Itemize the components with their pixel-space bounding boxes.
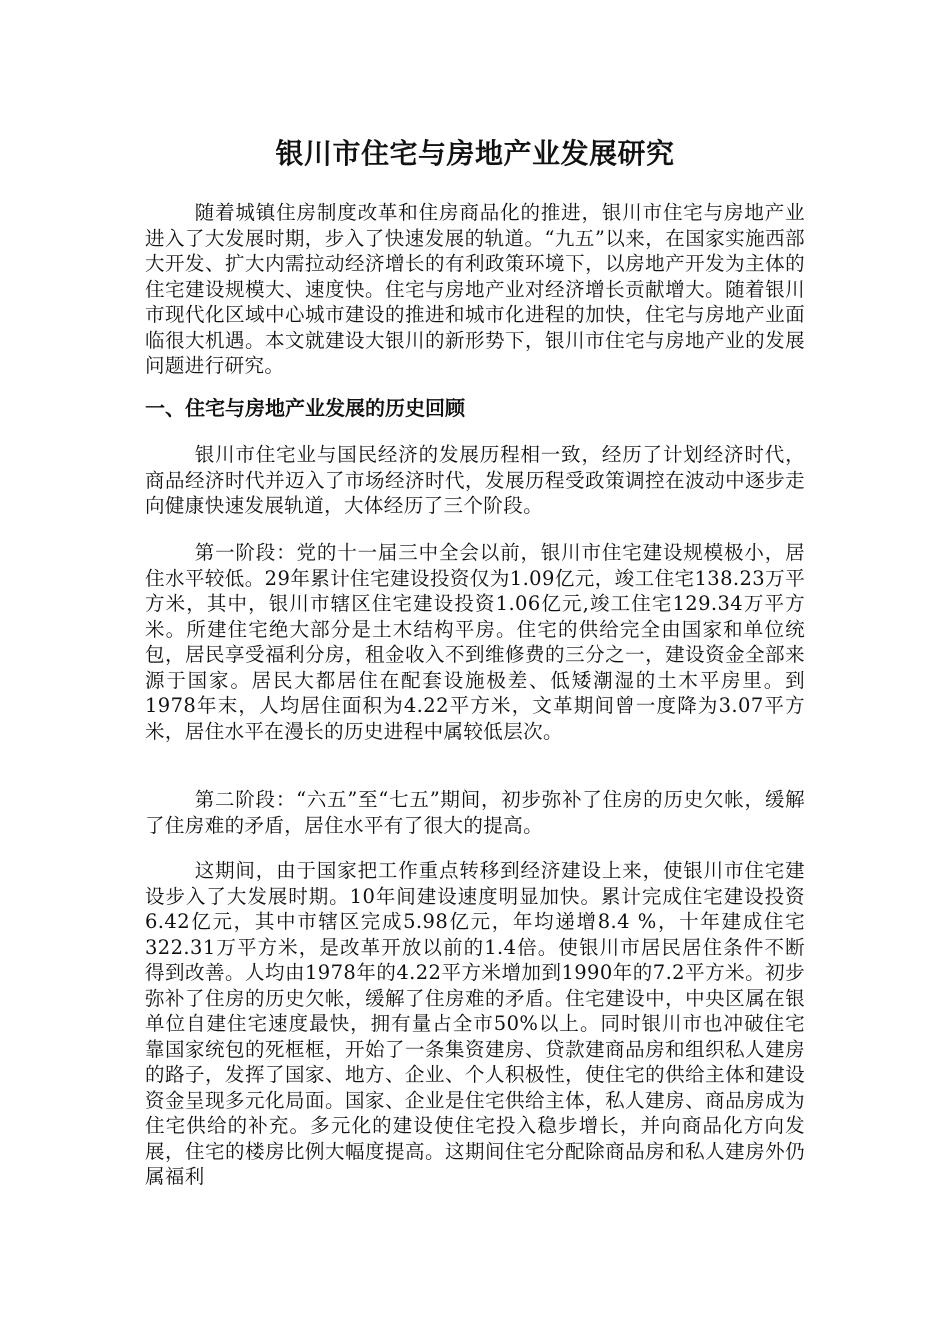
stage-two-paragraph: 第二阶段：“六五”至“七五”期间，初步弥补了住房的历史欠帐，缓解了住房难的矛盾，居住水平有了很大的提高。 xyxy=(145,788,805,837)
history-intro-paragraph: 银川市住宅业与国民经济的发展历程相一致，经历了计划经济时代，商品经济时代并迈入了市场经济时代，发展历程受政策调控在波动中逐步走向健康快速发展轨道，大体经历了三个阶段。 xyxy=(145,443,805,517)
document-title: 银川市住宅与房地产业发展研究 xyxy=(275,137,675,170)
stage-two-detail-paragraph: 这期间，由于国家把工作重点转移到经济建设上来，使银川市住宅建设步入了大发展时期。10年间建设速度明显加快。累计完成住宅建设投资6.42亿元，其中市辖区完成5.98亿元，年均递增8.4 %，十年建成住宅322.31万平方米，是改革开放以前的1.4倍。使银川市居民居住条件不断得到改善。人均由1978年的4.22平方米增加到1990年的7.2平方米。初步弥补了住房的历史欠帐，缓解了住房难的矛盾。住宅建设中，中央区属在银单位自建住宅速度最快，拥有量占全市50%以上。同时银川市也冲破住宅靠国家统包的死框框，开始了一条集资建房、贷款建商品房和组织私人建房的路子，发挥了国家、地方、企业、个人积极性，使住宅的供给主体和建设资金呈现多元化局面。国家、企业是住宅供给主体，私人建房、商品房成为住宅供给的补充。多元化的建设使住宅投入稳步增长，并向商品化方向发展，住宅的楼房比例大幅度提高。这期间住宅分配除商品房和私人建房外仍属福利 xyxy=(145,859,805,1188)
intro-paragraph: 随着城镇住房制度改革和住房商品化的推进，银川市住宅与房地产业进入了大发展时期，步入了快速发展的轨道。“九五”以来，在国家实施西部大开发、扩大内需拉动经济增长的有利政策环境下，以房地产开发为主体的住宅建设规模大、速度快。住宅与房地产业对经济增长贡献增大。随着银川市现代化区域中心城市建设的推进和城市化进程的加快，住宅与房地产业面临很大机遇。本文就建设大银川的新形势下，银川市住宅与房地产业的发展问题进行研究。 xyxy=(145,201,805,377)
stage-one-paragraph: 第一阶段：党的十一届三中全会以前，银川市住宅建设规模极小，居住水平较低。29年累计住宅建设投资仅为1.09亿元，竣工住宅138.23万平方米，其中，银川市辖区住宅建设投资1.06亿元,竣工住宅129.34万平方米。所建住宅绝大部分是土木结构平房。住宅的供给完全由国家和单位统包，居民享受福利分房，租金收入不到维修费的三分之一，建设资金全部来源于国家。居民大都居住在配套设施极差、低矮潮湿的土木平房里。到1978年末，人均居住面积为4.22平方米，文革期间曾一度降为3.07平方米，居住水平在漫长的历史进程中属较低层次。 xyxy=(145,541,805,743)
section-heading: 一、住宅与房地产业发展的历史回顾 xyxy=(145,396,465,420)
